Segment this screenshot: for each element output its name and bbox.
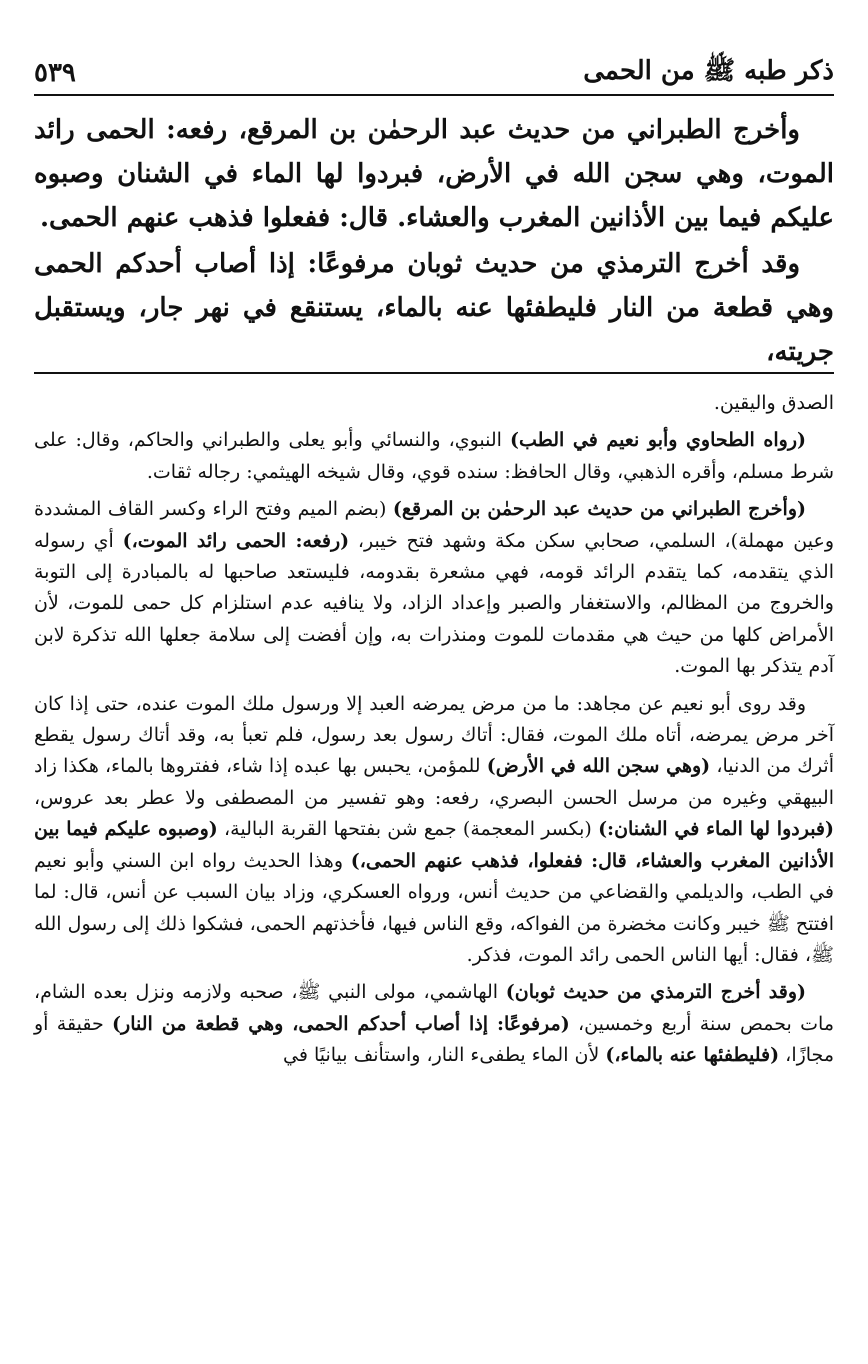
commentary-paragraph <box>34 689 834 972</box>
commentary-text: وقد روى أبو نعيم عن مجاهد: ما من مرض يمرضه العبد إلا ورسول ملك الموت عنده، حتى إذا كان آخر مرض يمرضه، أتاه ملك الموت، فقال: أتاك رسول بعد رسول، فلم تعبأ به، وقد أتاك رسول يقطع أثرك من الدنيا، <box>34 692 835 778</box>
commentary-text: لأن الماء يطفىء النار، واستأنف بيانيًا في <box>282 1044 606 1067</box>
running-title: ذكر طبه ﷺ من الحمى <box>583 56 834 86</box>
commentary-paragraph <box>34 494 834 682</box>
quoted-matn: (رواه الطحاوي وأبو نعيم في الطب) <box>509 429 806 452</box>
commentary <box>34 388 834 1078</box>
commentary-text: حقيقة أو مجازًا، <box>34 1012 834 1067</box>
quoted-matn: (وقد أخرج الترمذي من حديث ثوبان) <box>505 981 806 1004</box>
main-paragraph: وأخرج الطبراني من حديث عبد الرحمٰن بن المرقع، رفعه: الحمى رائد الموت، وهي سجن الله في الأرض، فبردوا لها الماء في الشنان وصبوه عليكم فيما بين الأذانين المغرب والعشاء. قال: ففعلوا فذهب عنهم الحمى. <box>34 115 835 233</box>
quoted-matn: (وهي سجن الله في الأرض) <box>486 755 711 778</box>
commentary-text: الهاشمي، مولى النبي ﷺ، صحبه ولازمه ونزل بعده الشام، مات بحمص سنة أربع وخمسين، <box>34 981 834 1035</box>
commentary-text: النبوي، والنسائي وأبو يعلى والطبراني والحاكم، وقال: على شرط مسلم، وأقره الذهبي، وقال الحافظ: سنده قوي، وقال شيخه الهيثمي: رجاله ثقات. <box>34 429 834 483</box>
page-number: ٥٣٩ <box>34 58 76 88</box>
quoted-matn: (وأخرج الطبراني من حديث عبد الرحمٰن بن المرقع) <box>392 498 806 521</box>
page-header <box>34 52 834 96</box>
commentary-text: أي رسوله الذي يتقدمه، كما يتقدم الرائد قومه، فهي مشعرة بقدومه، فليستعد صاحبها له بالمبادرة إلى التوبة والخروج من المظالم، والاستغفار والصبر وإعداد الزاد، ولا ينافيه عدم استلزام كل حمى للموت، لأن الأمراض كلها من حيث هي مقدمات للموت ومنذرات به، وإن أفضت إلى سلامة جعلها الله تذكرة لابن آدم يتذكر بها الموت. <box>34 529 834 678</box>
quoted-matn: (فبردوا لها الماء في الشنان:) <box>598 818 835 841</box>
quoted-matn: (فليطفئها عنه بالماء،) <box>605 1044 780 1067</box>
commentary-text: للمؤمن، يحبس بها عبده إذا شاء، ففتروها بالماء، هكذا زاد البيهقي وغيره من مرسل الحسن البصري، رفعه: وهو تفسير من المصطفى ولا عطر بعد عروس، <box>34 755 834 809</box>
commentary-text: (بكسر المعجمة) جمع شن بفتحها القربة البالية، <box>217 818 599 841</box>
commentary-text: (بضم الميم وفتح الراء وكسر القاف المشددة وعين مهملة)، السلمي، صحابي سكن مكة وشهد فتح خيبر، <box>34 498 835 552</box>
quoted-matn: (وصبوه عليكم فيما بين الأذانين المغرب والعشاء، قال: ففعلوا، فذهب عنهم الحمى،) <box>34 818 834 872</box>
commentary-paragraph <box>34 977 834 1071</box>
quoted-matn: (رفعه: الحمى رائد الموت،) <box>122 529 350 552</box>
commentary-paragraph: الصدق واليقين. <box>713 392 834 414</box>
commentary-text: وهذا الحديث رواه ابن السني وأبو نعيم في الطب، والديلمي والقضاعي من حديث أنس، ورواه العسكري، وزاد بيان السبب عن أنس، قال: لما افتتح ﷺ خيبر وكانت مخضرة من الفواكه، وقع الناس فيها، فأخذتهم الحمى، فشكوا ذلك إلى رسول الله ﷺ، فقال: أيها الناس الحمى رائد الموت، فذكر. <box>34 849 834 966</box>
quoted-matn: (مرفوعًا: إذا أصاب أحدكم الحمى، وهي قطعة من النار) <box>112 1012 570 1035</box>
commentary-paragraph <box>34 425 834 488</box>
footnote-divider <box>34 372 834 374</box>
main-paragraph: وقد أخرج الترمذي من حديث ثوبان مرفوعًا: إذا أصاب أحدكم الحمى وهي قطعة من النار فليطفئها عنه بالماء، يستنقع في نهر جار، ويستقبل جريته، <box>34 249 834 367</box>
main-text <box>34 108 834 376</box>
